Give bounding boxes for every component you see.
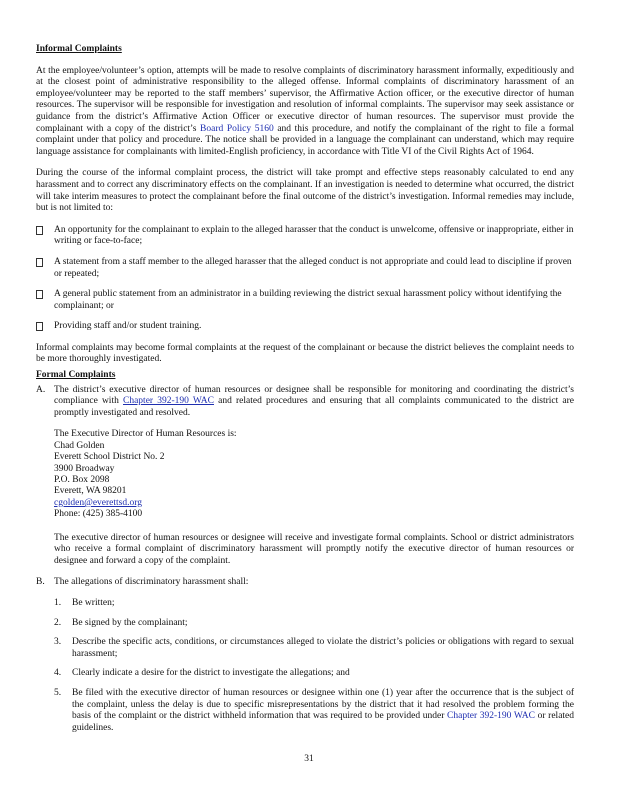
list-item-text: Providing staff and/or student training. [54, 321, 202, 332]
chapter-392-190-wac-link[interactable]: Chapter 392-190 WAC [123, 396, 214, 407]
list-item-text: Describe the specific acts, conditions, or circumstances alleged to violate the district’s policies or obligations with regard to sexual harassment; [72, 637, 574, 659]
list-item-number: 4. [54, 668, 62, 679]
contact-email-link[interactable]: cgolden@everettsd.org [54, 497, 142, 508]
list-item-number: 1. [54, 598, 62, 609]
board-policy-5160-link[interactable]: Board Policy 5160 [200, 123, 274, 134]
list-item [36, 289, 574, 312]
informal-complaints-heading: Informal Complaints [36, 44, 122, 54]
contact-po-box: P.O. Box 2098 [54, 475, 110, 486]
list-item-text-cont: or related guidelines. [72, 711, 575, 733]
chapter-392-190-wac-link-2[interactable]: Chapter 392-190 WAC [447, 711, 535, 722]
section-b-letter: B. [36, 577, 45, 588]
contact-intro: The Executive Director of Human Resources is: [54, 429, 237, 440]
list-item-text: Be written; [72, 598, 115, 609]
list-item [54, 618, 574, 630]
list-item [54, 668, 574, 680]
list-item-number: 3. [54, 637, 62, 648]
section-b-intro: The allegations of discriminatory harassment shall: [54, 577, 249, 588]
section-b [36, 577, 574, 734]
checkbox-bullet-icon [36, 258, 43, 267]
document-page [36, 44, 574, 742]
list-item [36, 257, 574, 280]
list-item-text: Be signed by the complainant; [72, 617, 188, 628]
list-item-text: A general public statement from an administrator in a building reviewing the district sexual harassment policy without identifying the complainant; or [54, 289, 562, 311]
list-item [36, 321, 574, 333]
section-a-paragraph-1 [54, 385, 574, 420]
contact-phone: Phone: (425) 385-4100 [54, 509, 143, 520]
allegation-requirements-list [54, 598, 574, 734]
list-item-text: A statement from a staff member to the alleged harasser that the alleged conduct is not appropriate and could lead to discipline if proven or repeated; [54, 256, 572, 279]
formal-complaints-heading: Formal Complaints [36, 370, 116, 381]
checkbox-bullet-icon [36, 226, 43, 235]
list-item-number: 2. [54, 617, 62, 628]
section-a-letter: A. [36, 384, 46, 395]
contact-organization: Everett School District No. 2 [54, 452, 165, 463]
section-a-text: The district’s executive director of human resources or designee shall be responsible for monitoring and coordinating the district’s compliance with [54, 384, 574, 407]
hr-contact-block [54, 429, 574, 520]
list-item [54, 637, 574, 660]
informal-paragraph-1 [36, 66, 574, 159]
list-item-text: An opportunity for the complainant to explain to the alleged harasser that the conduct is unwelcome, offensive or inappropriate, either in writing or face-to-face; [54, 224, 574, 247]
checkbox-bullet-icon [36, 322, 43, 331]
section-a [36, 385, 574, 568]
list-item [54, 598, 574, 610]
contact-name: Chad Golden [54, 440, 105, 451]
checkbox-bullet-icon [36, 290, 43, 299]
list-item-number: 5. [54, 688, 62, 699]
section-a-text-cont: and related procedures and ensuring that all complaints communicated to the district are promptly investigated and resolved. [54, 396, 574, 418]
contact-city: Everett, WA 98201 [54, 486, 127, 497]
contact-street: 3900 Broadway [54, 463, 115, 474]
list-item [36, 225, 574, 248]
list-item [54, 688, 574, 734]
informal-paragraph-1-text: At the employee/volunteer’s option, attempts will be made to resolve complaints of discriminatory harassment informally, expeditiously and at the closest point of administrative responsibility to the alleged offense. Informal complaints of discriminatory harassment of an employee/volunteer may be reported to the staff members’ supervisor, the Affirmative Action officer, or the executive director of human resources. The supervisor will be responsible for investigation and resolution of informal complaints. The supervisor may seek assistance or guidance from the district’s Affirmative Action Officer or executive director of human resources. The supervisor must provide the complainant with a copy of the district’s [36, 65, 574, 134]
page-number: 31 [304, 754, 314, 764]
list-item-text: Clearly indicate a desire for the district to investigate the allegations; and [72, 668, 350, 679]
informal-paragraph-1-text-cont: and this procedure, and notify the complainant of the right to file a formal complaint under that policy and procedure. The notice shall be provided in a language the complainant can understand, which may require language assistance for complainants with limited-English proficiency, in accordance with Title VI of the Civil Rights Act of 1964. [36, 123, 575, 157]
informal-remedies-list [36, 225, 574, 333]
informal-paragraph-3: Informal complaints may become formal complaints at the request of the complainant or because the district believes the complaint needs to be more thoroughly investigated. [36, 342, 574, 365]
section-a-paragraph-2: The executive director of human resources or designee will receive and investigate formal complaints. School or district administrators who receive a formal complaint of discriminatory harassment will promptly notify the executive director of human resources or designee and forward a copy of the complaint. [54, 532, 574, 566]
informal-paragraph-2: During the course of the informal complaint process, the district will take prompt and effective steps reasonably calculated to end any harassment and to correct any discriminatory effects on the complainant. If an investigation is needed to determine what occurred, the district will take interim measures to protect the complainant before the final outcome of the district’s investigation. Informal remedies may include, but is not limited to: [36, 168, 574, 214]
list-item-text: Be filed with the executive director of human resources or designee within one (1) year after the occurrence that is the subject of the complaint, unless the delay is due to specific misrepresentations by the district that it had resolved the problem forming the basis of the complaint or the district withheld information that was required to be provided under [72, 688, 574, 722]
